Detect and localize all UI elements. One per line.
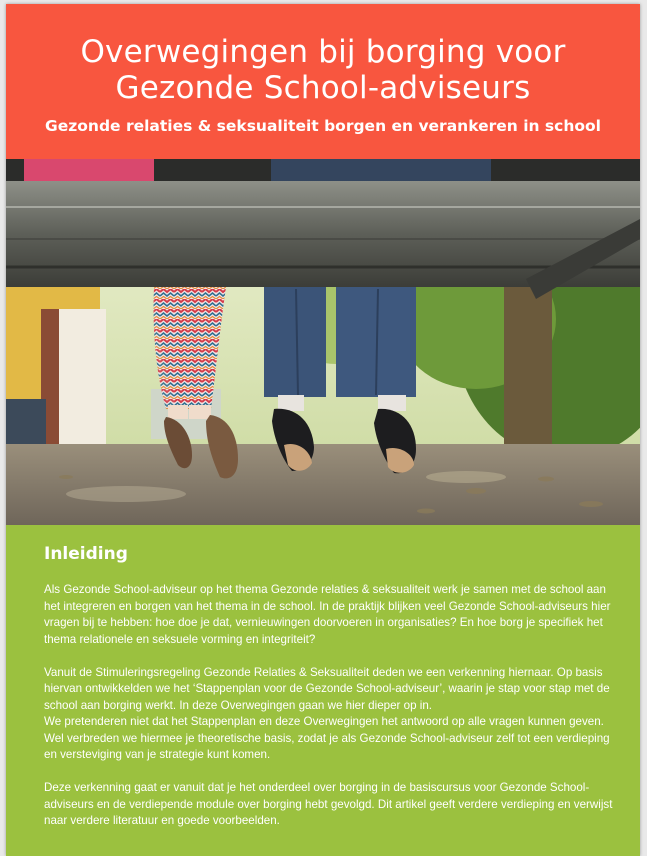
section-heading: Inleiding: [44, 544, 128, 564]
title-banner: [6, 4, 640, 159]
intro-paragraph-2: Vanuit de Stimuleringsregeling Gezonde Relaties & Seksualiteit deden we een verkenning hiernaar. Op basis hiervan ontwikkelden we het ‘Stappenplan voor de Gezonde School-adviseur’, waarin je stap voor stap met de school aan borging werkt. In deze Overwegingen gaan we hier dieper op in.: [44, 665, 610, 712]
document-page: [6, 4, 640, 856]
intro-paragraph-1: Als Gezonde School-adviseur op het thema Gezonde relaties & seksualiteit werk je samen met de school aan het integreren en borgen van het thema in de school. In de praktijk blijken veel Gezonde School-adviseurs hier vragen bij te hebben: hoe doe je dat, vernieuwingen doorvoeren in organisaties? En hoe borg je specifiek het thema relationele en seksuele vorming en integriteit?: [44, 583, 611, 646]
cover-photo: [6, 159, 640, 525]
page-title: [6, 4, 640, 106]
intro-section: [6, 525, 640, 856]
cover-photo-illustration: [6, 159, 640, 525]
intro-paragraph-4: Deze verkenning gaat er vanuit dat je het onderdeel over borging in de basiscursus voor Gezonde School-adviseurs en de verdiepende module over borging hebt gevolgd. Dit artikel geeft verdere verdieping en verwijst naar verdere literatuur en goede voorbeelden.: [44, 781, 613, 827]
title-line-2: Gezonde School-adviseurs: [115, 70, 531, 106]
intro-paragraph-3: We pretenderen niet dat het Stappenplan en deze Overwegingen het antwoord op alle vragen kunnen geven. Wel verbreden we hiermee je theoretische basis, zodat je als Gezonde School-adviseur zelf tot een verdieping en versteviging van je strategie kunt komen.: [44, 715, 610, 761]
title-line-1: Overwegingen bij borging voor: [80, 34, 566, 70]
page-subtitle: Gezonde relaties & seksualiteit borgen en verankeren in school: [45, 117, 601, 135]
intro-body: [44, 582, 614, 846]
